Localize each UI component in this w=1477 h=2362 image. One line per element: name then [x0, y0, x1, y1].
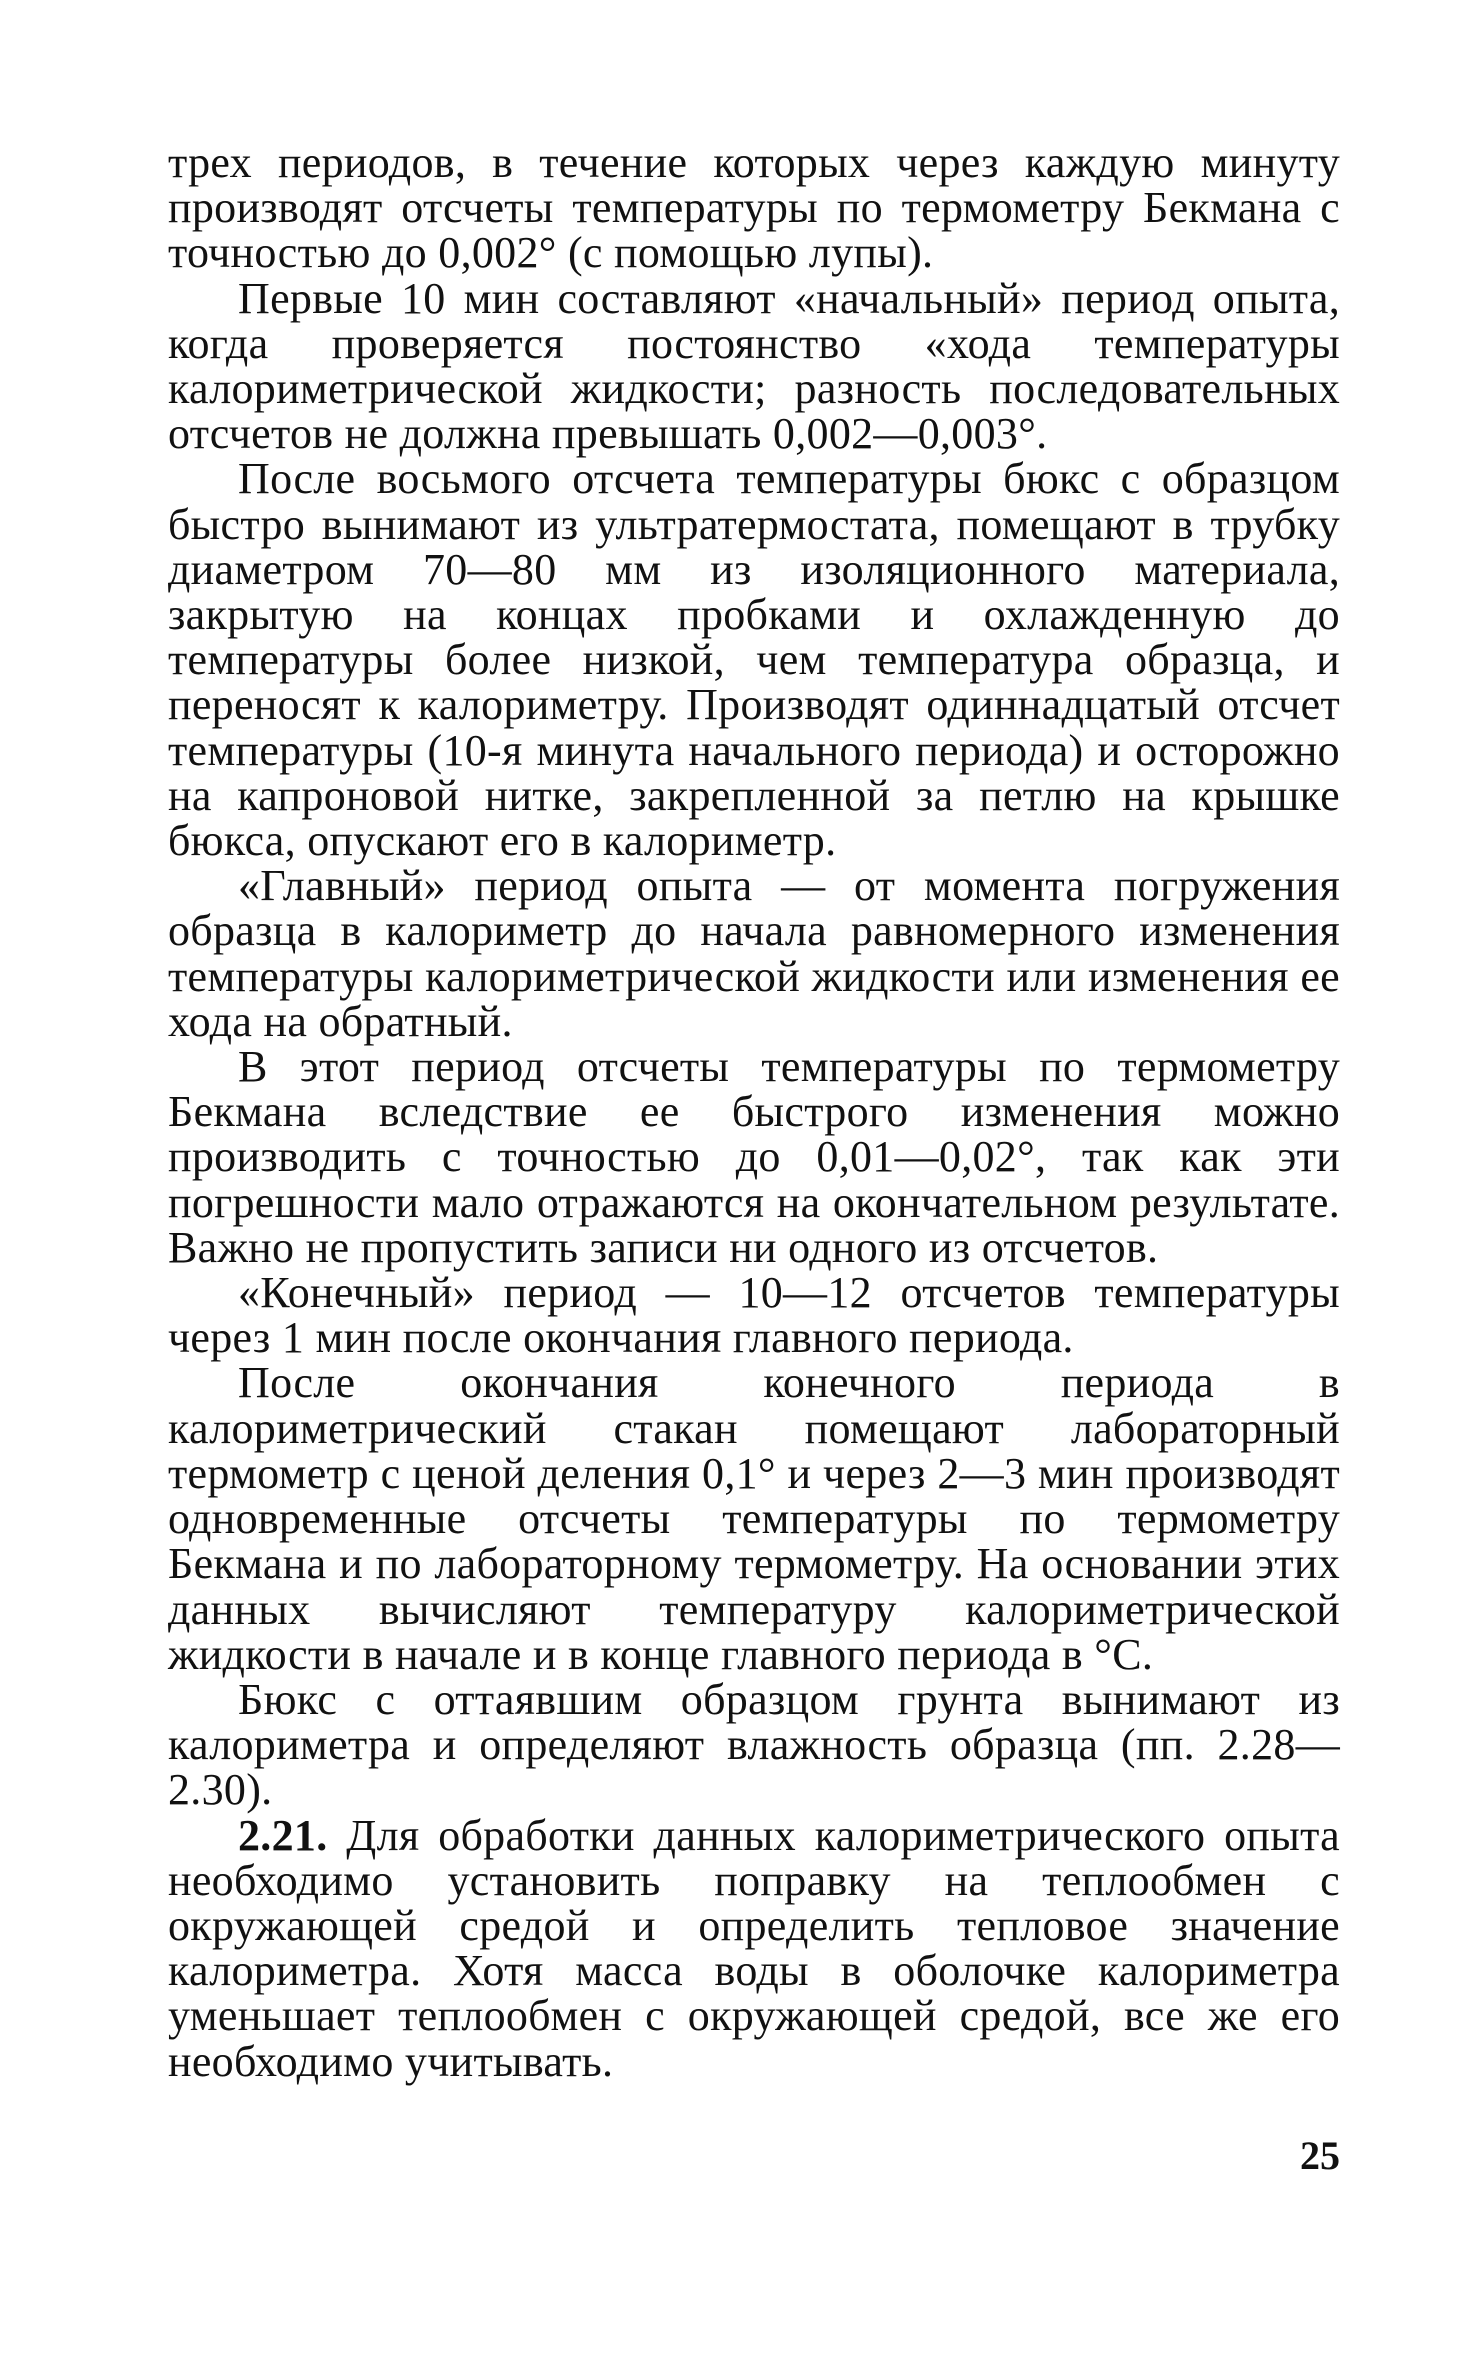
section-number: 2.21. — [238, 1810, 328, 1860]
section-text: Для обработки данных калориметрического опыта необходимо установить поправку на теплообмен с окружающей средой и определить тепловое значение калориметра. Хотя масса воды в оболочке калориметра уменьшает теплообмен с окружающей средой, все же его необходимо учитывать. — [168, 1810, 1340, 2086]
page-body — [168, 140, 1340, 2084]
paragraph: Бюкс с оттаявшим образцом грунта вынимают из калориметра и определяют влажность образца (пп. 2.28—2.30). — [168, 1674, 1340, 1815]
paragraph: После окончания конечного периода в калориметрический стакан помещают лабораторный термометр с ценой деления 0,1° и через 2—3 мин производят одновременные отсчеты температуры по термометру Бекмана и по лабораторному термометру. На основании этих данных вычисляют температуру калориметрической жидкости в начале и в конце главного периода в °С. — [168, 1358, 1340, 1679]
section-paragraph — [168, 1810, 1340, 2086]
paragraph: «Главный» период опыта — от момента погружения образца в калориметр до начала равномерного изменения температуры калориметрической жидкости или изменения ее хода на обратный. — [168, 861, 1340, 1046]
paragraph: В этот период отсчеты температуры по термометру Бекмана вследствие ее быстрого изменения можно производить с точностью до 0,01—0,02°, так как эти погрешности мало отражаются на окончательном результате. Важно не пропустить записи ни одного из отсчетов. — [168, 1042, 1340, 1272]
paragraph: Первые 10 мин составляют «начальный» период опыта, когда проверяется постоянство «хода температуры калориметрической жидкости; разность последовательных отсчетов не должна превышать 0,002—0,003°. — [168, 273, 1340, 459]
page-number: 25 — [1300, 2133, 1340, 2178]
paragraph: «Конечный» период — 10—12 отсчетов температуры через 1 мин после окончания главного периода. — [168, 1268, 1340, 1363]
paragraph: трех периодов, в течение которых через каждую минуту производят отсчеты температуры по термометру Бекмана с точностью до 0,002° (с помощью лупы). — [168, 138, 1340, 278]
paragraph: После восьмого отсчета температуры бюкс с образцом быстро вынимают из ультратермостата, помещают в трубку диаметром 70—80 мм из изоляционного материала, закрытую на концах пробками и охлажденную до температуры более низкой, чем температура образца, и переносят к калориметру. Производят одиннадцатый отсчет температуры (10-я минута начального периода) и осторожно на капроновой нитке, закрепленной за петлю на крышке бюкса, опускают его в калориметр. — [168, 454, 1340, 866]
